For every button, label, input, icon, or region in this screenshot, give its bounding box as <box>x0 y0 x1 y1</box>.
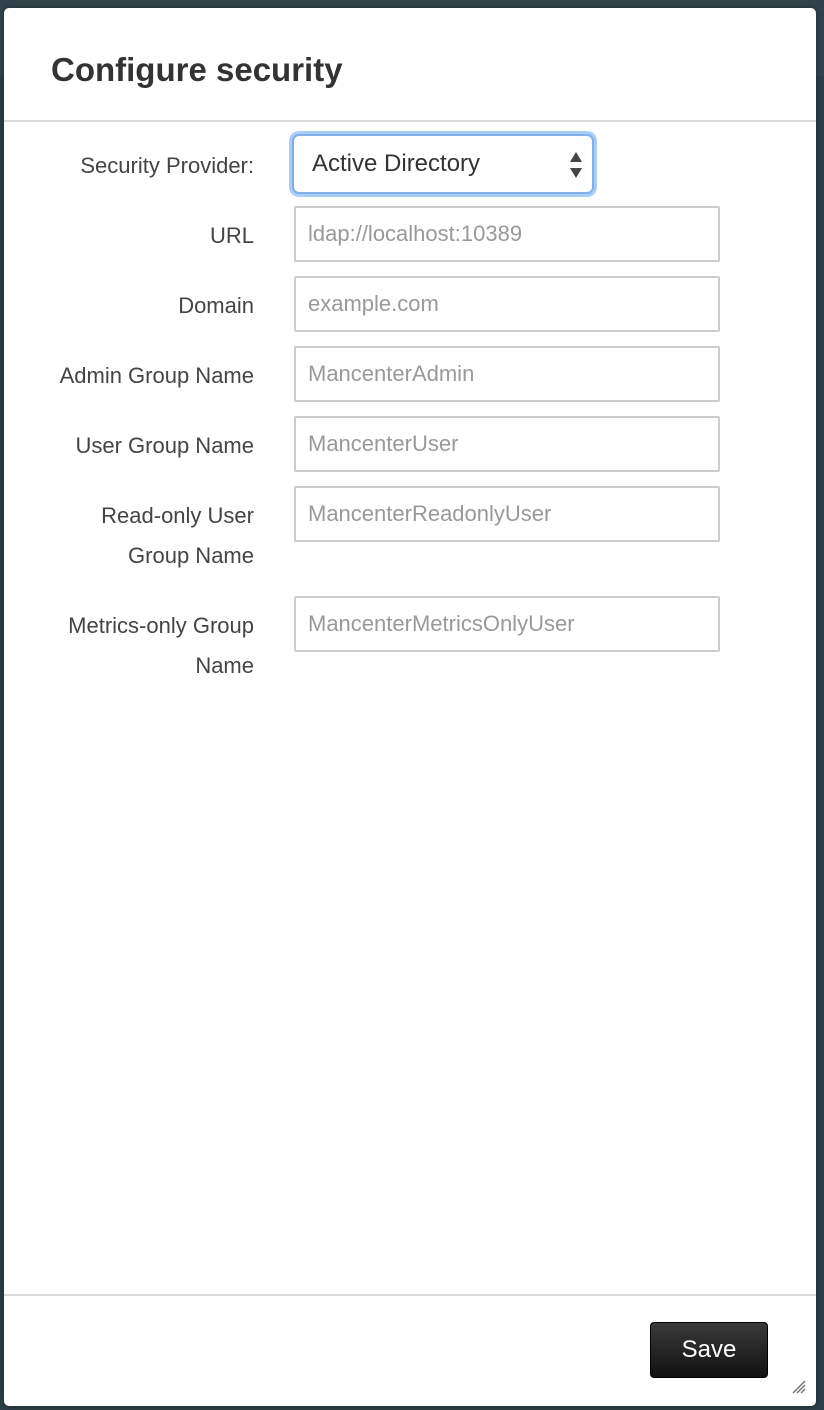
security-provider-select[interactable] <box>292 134 594 194</box>
user-group-input[interactable] <box>294 416 720 472</box>
url-label: URL <box>209 223 254 248</box>
domain-label: Domain <box>178 293 254 318</box>
security-provider-label: Security Provider: <box>80 153 254 178</box>
dialog-header <box>4 8 816 122</box>
admin-group-label: Admin Group Name <box>59 363 254 388</box>
save-button[interactable]: Save <box>650 1322 768 1378</box>
security-provider-selected: Active Directory <box>312 150 481 177</box>
up-down-arrows-icon <box>568 148 584 182</box>
readonly-group-label-line2: Group Name <box>128 543 254 568</box>
dialog-footer <box>4 1294 816 1406</box>
admin-group-input[interactable] <box>294 346 720 402</box>
readonly-group-label-line1: Read-only User <box>101 503 254 528</box>
metrics-group-label-line2: Name <box>195 653 254 678</box>
dialog-title: Configure security <box>51 51 343 88</box>
readonly-group-input[interactable] <box>294 486 720 542</box>
domain-input[interactable] <box>294 276 720 332</box>
configure-security-dialog <box>4 8 816 1406</box>
resize-handle-icon[interactable] <box>790 1378 806 1394</box>
metrics-group-label-line1: Metrics-only Group <box>68 613 254 638</box>
metrics-group-input[interactable] <box>294 596 720 652</box>
url-input[interactable] <box>294 206 720 262</box>
user-group-label: User Group Name <box>75 433 254 458</box>
